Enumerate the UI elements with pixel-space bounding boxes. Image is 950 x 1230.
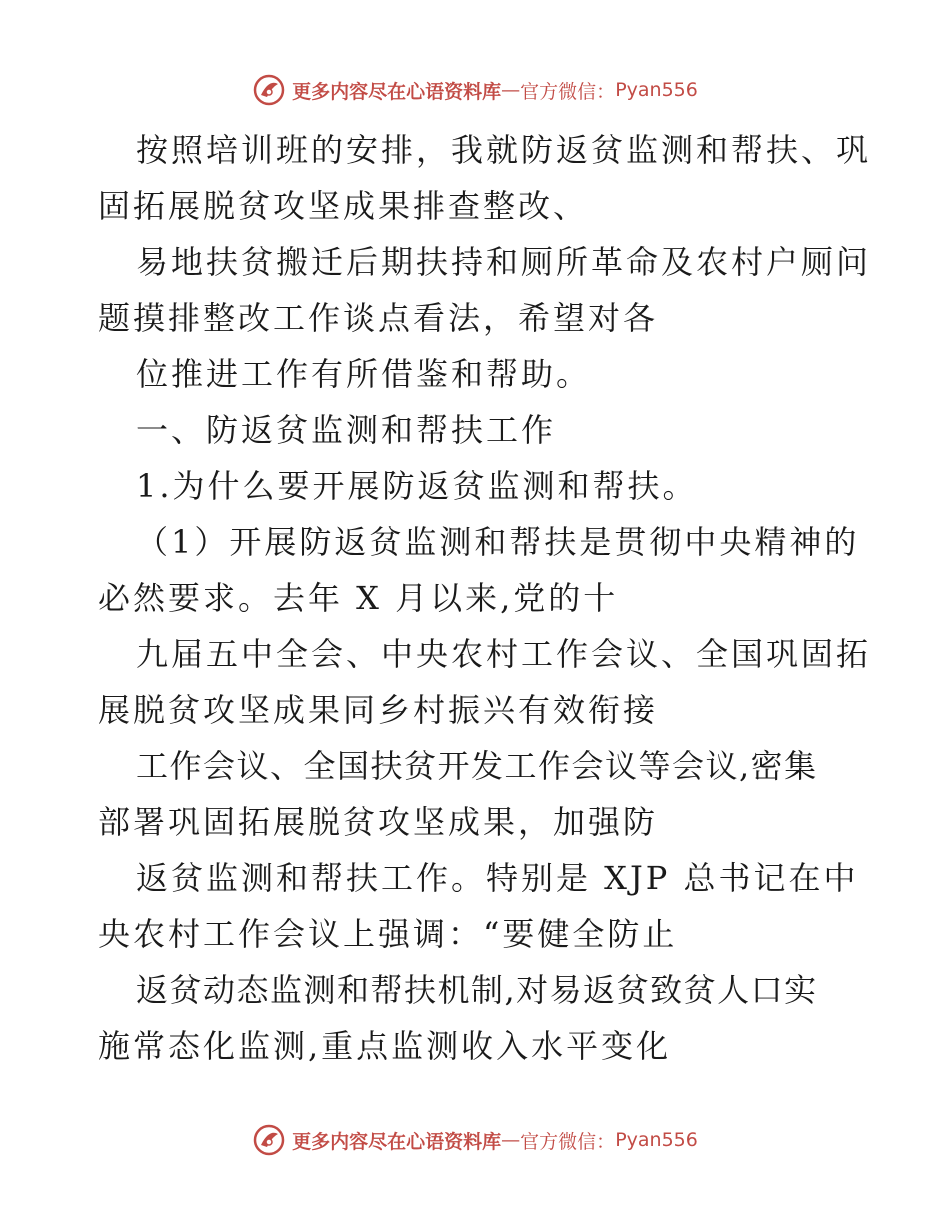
text-line: 返贫动态监测和帮扶机制,对易返贫致贫人口实: [136, 971, 818, 1009]
watermark-brand: 更多内容尽在心语资料库: [292, 80, 502, 103]
footer-watermark: [0, 1120, 950, 1160]
brand-logo-icon: [252, 73, 286, 107]
text-line: 固拓展脱贫攻坚成果排查整改、: [98, 187, 589, 225]
text-line: 题摸排整改工作谈点看法，希望对各: [98, 299, 659, 337]
watermark-separator: —: [501, 1129, 521, 1151]
text-line: 展脱贫攻坚成果同乡村振兴有效衔接: [98, 691, 659, 729]
text-line: 位推进工作有所借鉴和帮助。: [136, 355, 592, 393]
text-line: 返贫监测和帮扶工作。特别是 XJP 总书记在中: [136, 859, 859, 897]
brand-logo-icon: [252, 1123, 286, 1157]
watermark-wechat-id: Pyan556: [615, 79, 698, 101]
text-line: 央农村工作会议上强调：“要健全防止: [98, 915, 678, 953]
text-line: 工作会议、全国扶贫开发工作会议等会议,密集: [136, 747, 818, 785]
subsection-heading: 1.为什么要开展防返贫监测和帮扶。: [136, 467, 698, 505]
watermark-wechat-id: Pyan556: [615, 1129, 698, 1151]
watermark-wechat-label: 官方微信：: [520, 80, 616, 103]
text-line: 按照培训班的安排，我就防返贫监测和帮扶、巩: [136, 131, 872, 169]
watermark-wechat-label: 官方微信：: [520, 1130, 616, 1153]
text-line: 易地扶贫搬迁后期扶持和厕所革命及农村户厕问: [136, 243, 872, 281]
text-line: 部署巩固拓展脱贫攻坚成果，加强防: [98, 803, 659, 841]
section-heading: 一、防返贫监测和帮扶工作: [136, 411, 557, 449]
header-watermark: [0, 70, 950, 110]
watermark-separator: —: [501, 79, 521, 101]
watermark-brand: 更多内容尽在心语资料库: [292, 1130, 502, 1153]
text-line: 施常态化监测,重点监测收入水平变化: [98, 1027, 672, 1065]
text-line: 九届五中全会、中央农村工作会议、全国巩固拓: [136, 635, 872, 673]
text-line: （1）开展防返贫监测和帮扶是贯彻中央精神的: [136, 523, 860, 561]
text-line: 必然要求。去年 X 月以来,党的十: [98, 579, 619, 617]
document-body: [98, 122, 872, 1074]
